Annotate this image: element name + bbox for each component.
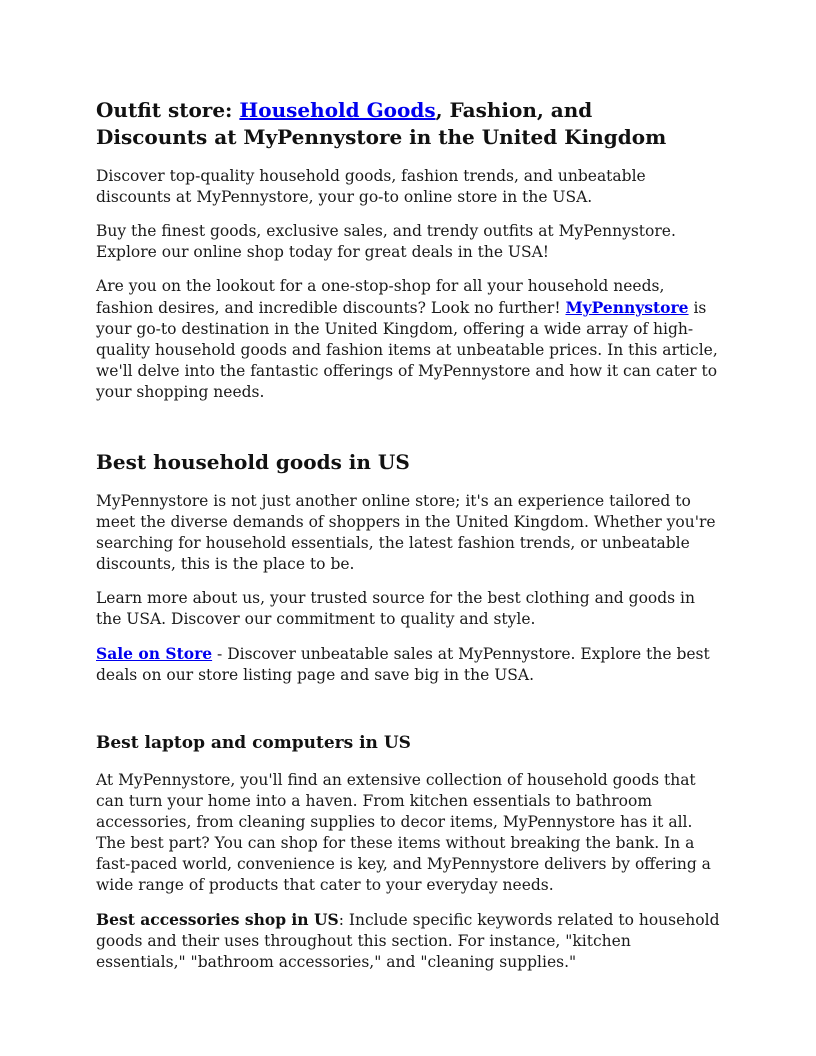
sale-paragraph (96, 643, 720, 686)
section-heading-household-goods: Best household goods in US (96, 450, 410, 474)
article-title (96, 97, 710, 151)
laptop-paragraph: At MyPennystore, you'll find an extensive collection of household goods that can turn your home into a haven. From kitchen essentials to bathroom accessories, from cleaning supplies to decor items, MyPennystore has it all. The best part? You can shop for these items without breaking the bank. In a fast-paced world, convenience is key, and MyPennystore delivers by offering a wide range of products that cater to your everyday needs. (96, 771, 711, 894)
section-heading-laptop-computers: Best laptop and computers in US (96, 733, 411, 753)
accessories-text-post: : Include specific keywords related to household goods and their uses throughout this section. For instance, "kitchen essentials," "bathroom accessories," and "cleaning supplies." (96, 911, 720, 971)
lookout-text-post: is your go-to destination in the United Kingdom, offering a wide array of high-quality household goods and fashion items at unbeatable prices. In this article, we'll delve into the fantastic offerings of MyPennystore and how it can cater to your shopping needs. (96, 299, 718, 401)
lookout-paragraph (96, 276, 720, 403)
accessories-bold-text: Best accessories shop in US (96, 910, 339, 929)
title-text-post: , Fashion, and Discounts at MyPennystore in the United Kingdom (96, 98, 667, 149)
sale-on-store-link[interactable]: Sale on Store (96, 644, 213, 663)
article-content (96, 97, 720, 973)
lookout-text-pre: Are you on the lookout for a one-stop-shop for all your household needs, fashion desires, and incredible discounts? Look no further! (96, 277, 665, 317)
intro-paragraph-2: Buy the finest goods, exclusive sales, and trendy outfits at MyPennystore. Explore our online shop today for great deals in the USA! (96, 222, 676, 261)
accessories-paragraph (96, 909, 720, 973)
mypennystore-link[interactable]: MyPennystore (565, 298, 689, 317)
about-us-paragraph: Learn more about us, your trusted source for the best clothing and goods in the USA. Discover our commitment to quality and style. (96, 589, 695, 628)
title-text-pre: Outfit store: (96, 98, 240, 122)
sale-text-post: - Discover unbeatable sales at MyPennystore. Explore the best deals on our store listing page and save big in the USA. (96, 645, 710, 684)
household-paragraph: MyPennystore is not just another online store; it's an experience tailored to meet the diverse demands of shoppers in the United Kingdom. Whether you're searching for household essentials, the latest fashion trends, or unbeatable discounts, this is the place to be. (96, 492, 716, 573)
intro-paragraph-1: Discover top-quality household goods, fashion trends, and unbeatable discounts at MyPennystore, your go-to online store in the USA. (96, 167, 646, 206)
household-goods-link[interactable]: Household Goods (239, 98, 436, 122)
